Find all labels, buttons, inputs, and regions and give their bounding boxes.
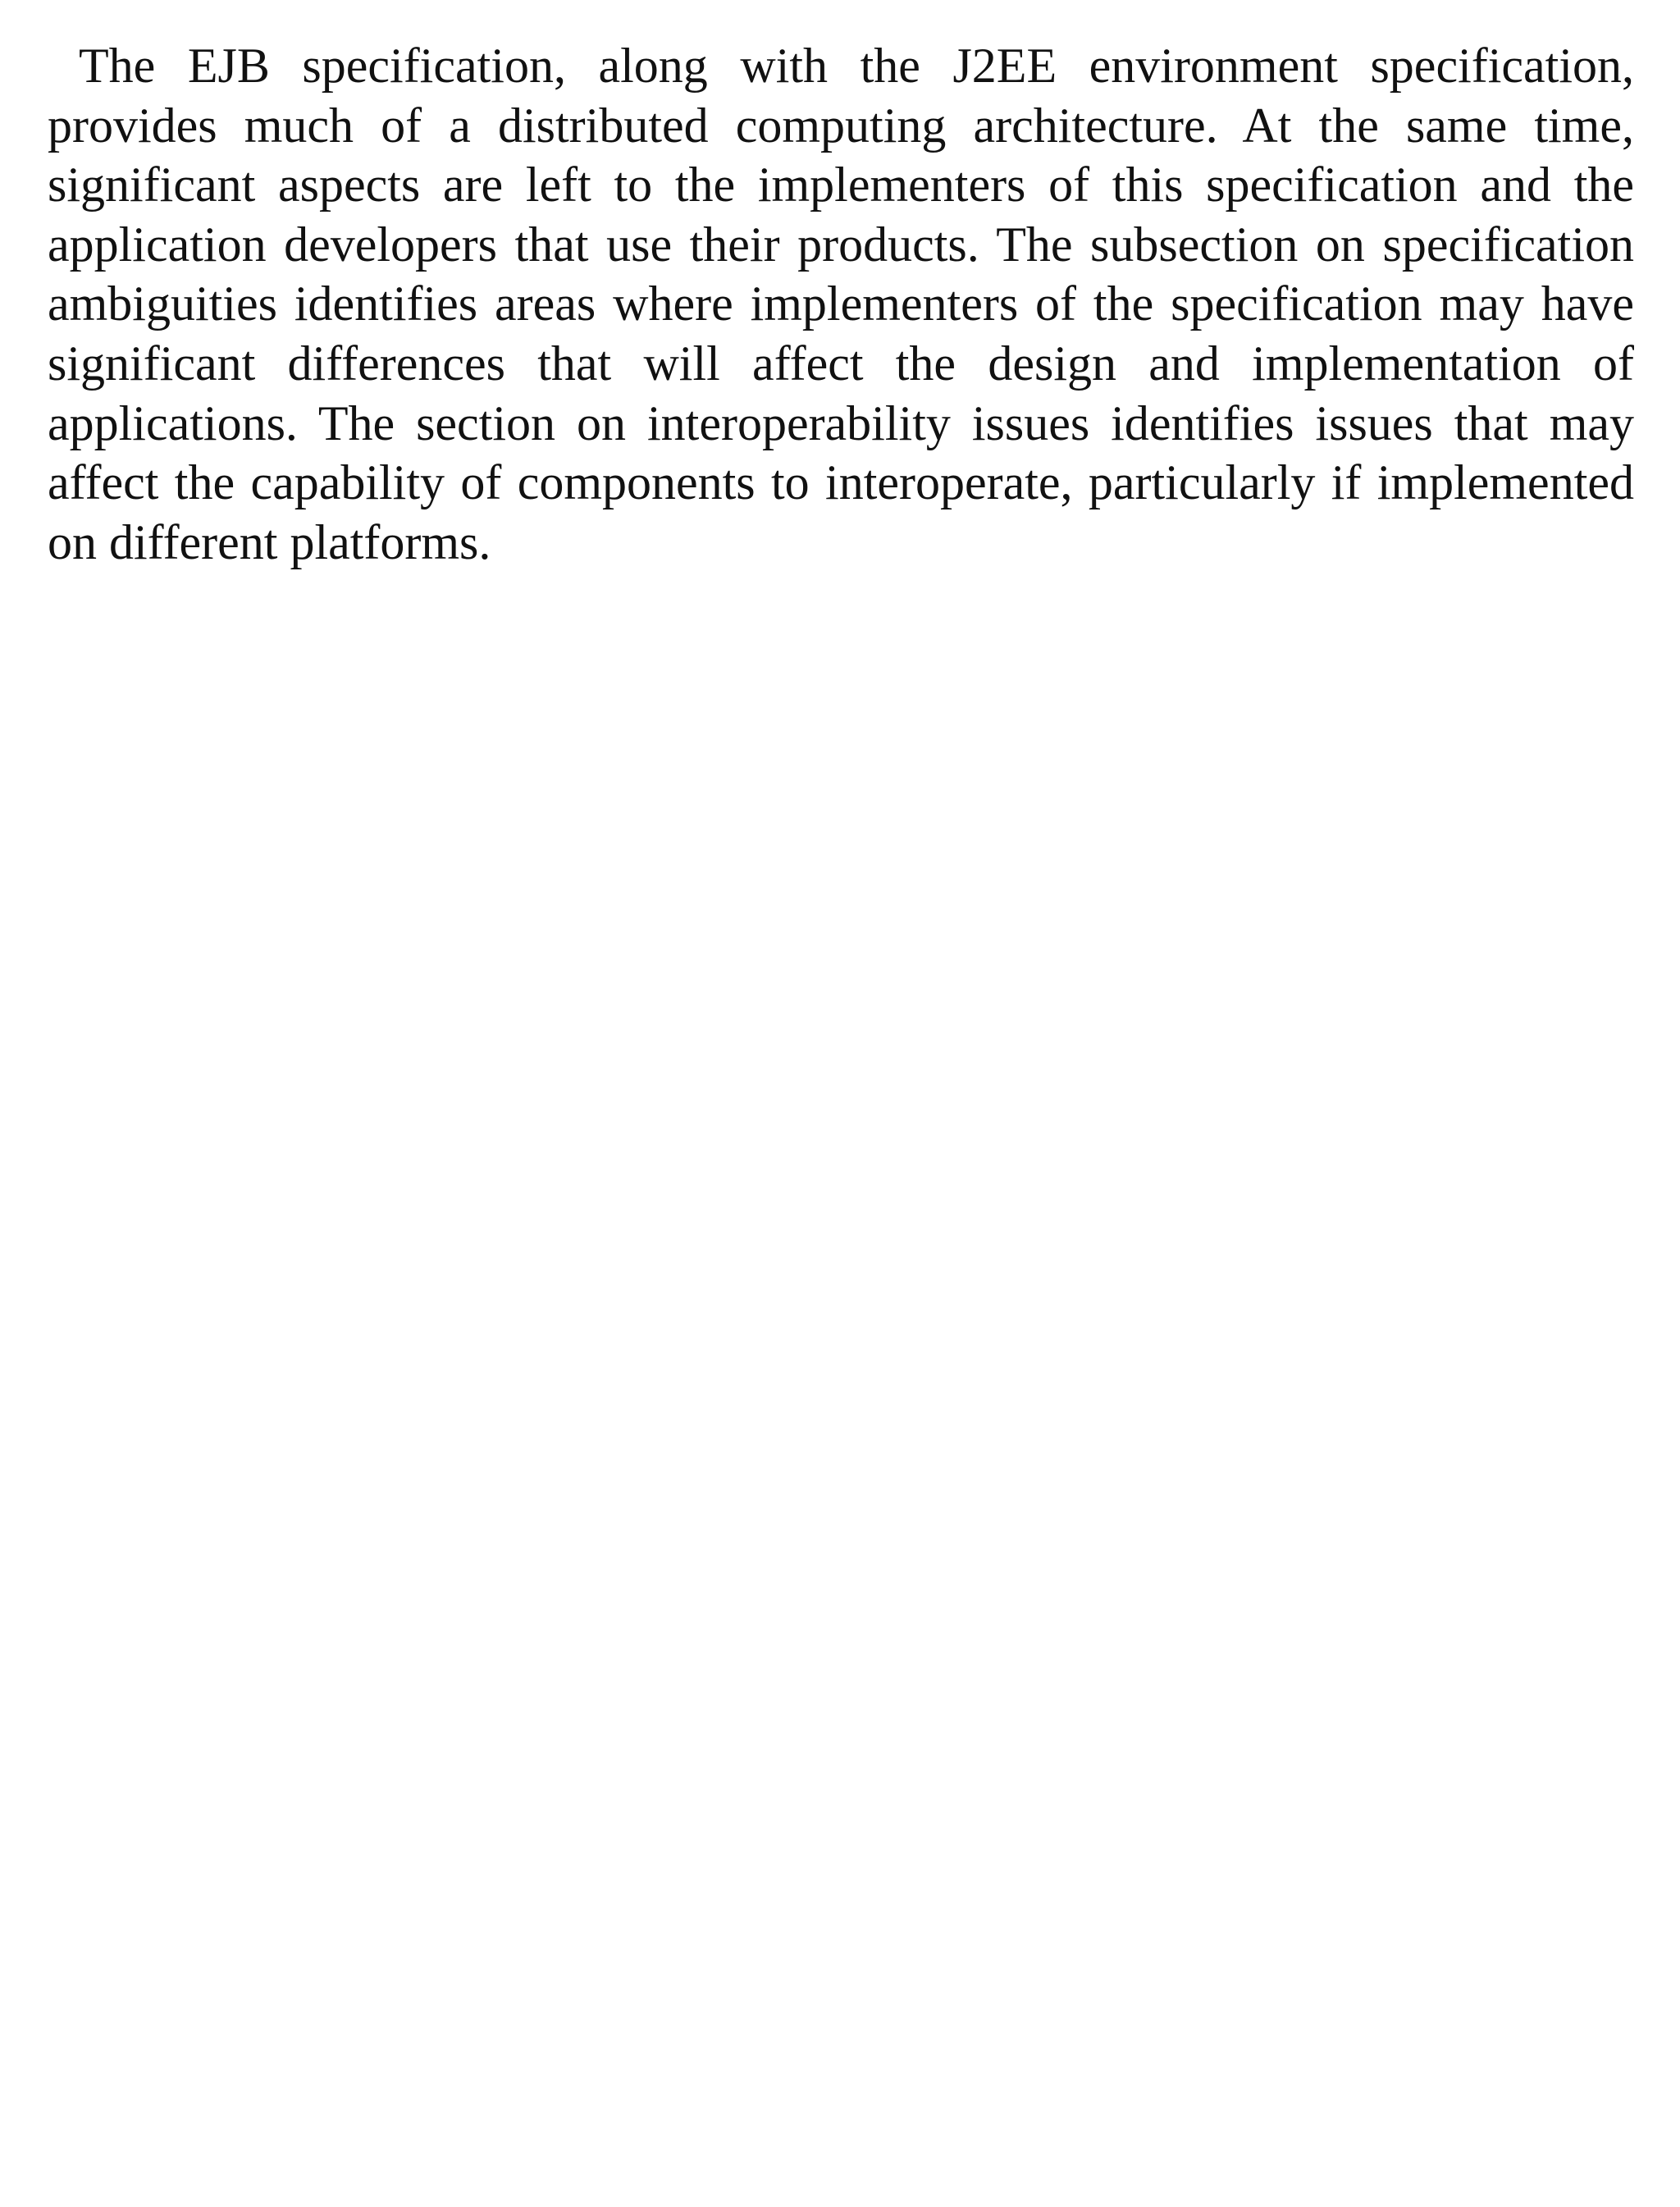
paragraph-line: on different platforms. — [48, 514, 491, 569]
paragraph-line: provides much of a distributed computing architecture. At the same time, — [48, 98, 1634, 153]
paragraph-line: ambiguities identifies areas where implementers of the specification may have — [48, 276, 1634, 331]
paragraph-line: application developers that use their products. The subsection on specification — [48, 217, 1634, 272]
paragraph-line: significant differences that will affect the design and implementation of — [48, 336, 1634, 391]
paragraph-line: applications. The section on interoperability issues identifies issues that may — [48, 395, 1634, 450]
body-paragraph — [48, 36, 1634, 572]
paragraph-line: The EJB specification, along with the J2EE environment specification, — [79, 39, 1634, 93]
paragraph-line: significant aspects are left to the implementers of this specification and the — [48, 158, 1634, 212]
paragraph-line: affect the capability of components to interoperate, particularly if implemented — [48, 455, 1634, 510]
